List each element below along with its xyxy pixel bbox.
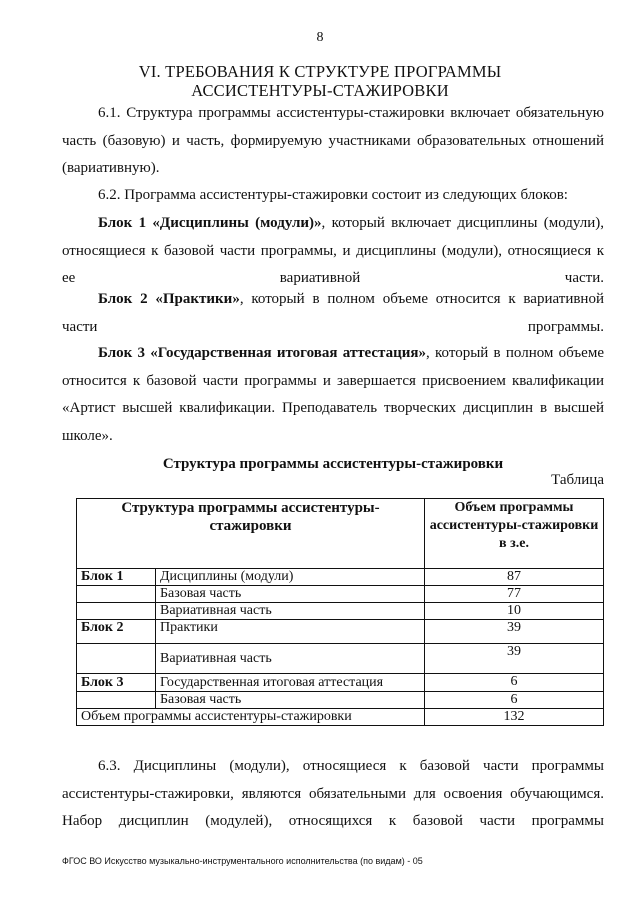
page-number: 8 — [316, 30, 324, 45]
paragraph-6-1: 6.1. Структура программы ассистентуры-стажировки включает обязательную часть (базовую) и часть, формируемую участниками образовательных отношений (вариативную). — [62, 105, 604, 176]
table-cell-name: Вариативная часть — [156, 644, 425, 674]
table-row — [77, 569, 604, 586]
table-cell-value: 39 — [425, 644, 604, 674]
table-total-label: Объем программы ассистентуры-стажировки — [77, 709, 425, 726]
section-title-line-1: VI. ТРЕБОВАНИЯ К СТРУКТУРЕ ПРОГРАММЫ — [138, 62, 502, 81]
table-cell-value: 39 — [425, 620, 604, 644]
table-row — [77, 674, 604, 692]
table-cell-block — [77, 586, 156, 603]
table-cell-block: Блок 3 — [77, 674, 156, 692]
table-cell-name: Базовая часть — [156, 586, 425, 603]
table-cell-block — [77, 644, 156, 674]
table-row — [77, 644, 604, 674]
paragraph-6-2: 6.2. Программа ассистентуры-стажировки состоит из следующих блоков: — [98, 187, 568, 203]
table-cell-value: 6 — [425, 674, 604, 692]
table-header-unit: в з.е. — [499, 536, 529, 551]
table-cell-block: Блок 1 — [77, 569, 156, 586]
block-3-text: , который в полном объеме относится к базовой части программы и завершается присвоением квалификации «Артист высшей квалификации. Преподаватель творческих дисциплин в высшей школе». — [62, 345, 604, 444]
footer-standard-name: ФГОС ВО Искусство музыкально-инструментального исполнительства (по видам) - 05 — [62, 856, 423, 866]
table-row — [77, 586, 604, 603]
table-cell-value: 10 — [425, 603, 604, 620]
table-cell-value: 87 — [425, 569, 604, 586]
table-cell-block — [77, 692, 156, 709]
block-3-heading: Блок 3 «Государственная итоговая аттестация» — [98, 345, 427, 361]
table-cell-name: Вариативная часть — [156, 603, 425, 620]
paragraph-block-1 — [62, 210, 604, 293]
table-cell-name: Дисциплины (модули) — [156, 569, 425, 586]
table-header-volume-label: Объем программы ассистентуры-стажировки — [429, 500, 599, 533]
table-cell-block: Блок 2 — [77, 620, 156, 644]
paragraph-block-3 — [62, 340, 604, 450]
table-cell-name: Практики — [156, 620, 425, 644]
table-cell-name: Государственная итоговая аттестация — [156, 674, 425, 692]
table-cell-value: 6 — [425, 692, 604, 709]
table-header-structure: Структура программы ассистентуры-стажировки — [77, 499, 425, 569]
table-cell-value: 77 — [425, 586, 604, 603]
table-cell-name: Базовая часть — [156, 692, 425, 709]
section-title — [40, 62, 600, 100]
block-1-heading: Блок 1 «Дисциплины (модули)» — [98, 215, 322, 231]
block-2-heading: Блок 2 «Практики» — [98, 291, 240, 307]
paragraph-block-2 — [62, 286, 604, 341]
block-2-text: , который в полном объеме относится к вариативной части программы. — [62, 291, 604, 335]
table-row — [77, 620, 604, 644]
table-cell-block — [77, 603, 156, 620]
program-structure-table — [76, 498, 604, 726]
table-total-row — [77, 709, 604, 726]
table-title: Структура программы ассистентуры-стажировки — [162, 456, 504, 472]
table-header-volume — [425, 499, 604, 569]
table-row — [77, 603, 604, 620]
table-label: Таблица — [551, 472, 604, 488]
block-1-text: , который включает дисциплины (модули), относящиеся к базовой части программы, и дисциплины (модули), относящиеся к ее вариативной части. — [62, 215, 604, 286]
table-header-row — [77, 499, 604, 569]
paragraph-6-3-line-3: Набор дисциплин (модулей), относящихся к базовой части программы — [62, 813, 604, 829]
table-row — [77, 692, 604, 709]
section-title-line-2: АССИСТЕНТУРЫ-СТАЖИРОВКИ — [191, 81, 449, 100]
paragraph-6-3-line-1: 6.3. Дисциплины (модули), относящиеся к базовой части программы — [98, 758, 604, 774]
paragraph-6-3-line-2: ассистентуры-стажировки, являются обязательными для освоения обучающимся. — [62, 786, 604, 802]
table-total-value: 132 — [425, 709, 604, 726]
